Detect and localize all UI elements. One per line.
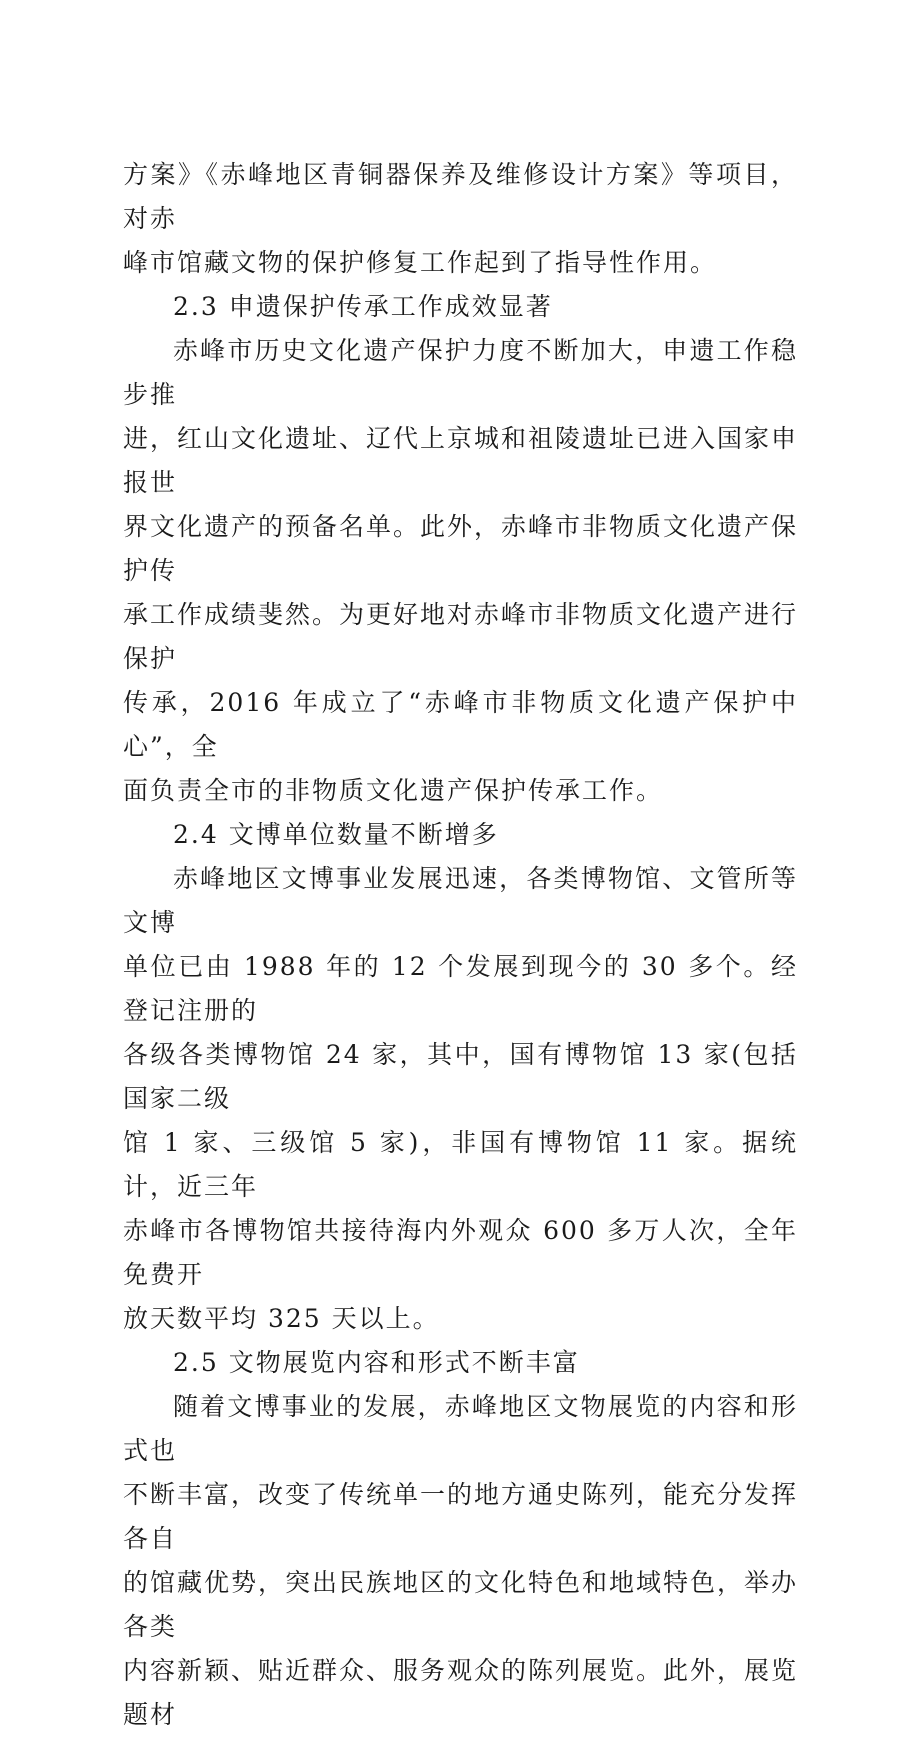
paragraph-continuation: 方案》《赤峰地区青铜器保养及维修设计方案》等项目，对赤 峰市馆藏文物的保护修复工作起到了指导性作用。: [123, 160, 798, 277]
section-heading-2-4: 2.4 文博单位数量不断增多: [173, 820, 499, 849]
document-body: [123, 153, 798, 1737]
paragraph-heritage-protection: 赤峰市历史文化遗产保护力度不断加大，申遗工作稳步推 进，红山文化遗址、辽代上京城和祖陵遗址已进入国家申报世 界文化遗产的预备名单。此外，赤峰市非物质文化遗产保护传 承工作成绩斐然。为更好地对赤峰市非物质文化遗产进行保护 传承，2016 年成立了“赤峰市非物质文化遗产保护中心”，全 面负责全市的非物质文化遗产保护传承工作。: [123, 336, 799, 805]
section-heading-2-5: 2.5 文物展览内容和形式不断丰富: [173, 1348, 580, 1377]
paragraph-exhibitions: 随着文博事业的发展，赤峰地区文物展览的内容和形式也 不断丰富，改变了传统单一的地方通史陈列，能充分发挥各自 的馆藏优势，突出民族地区的文化特色和地域特色，举办各类 内容新颖、贴近群众、服务观众的陈列展览。此外，展览题材: [123, 1392, 799, 1729]
paragraph-museum-units: 赤峰地区文博事业发展迅速，各类博物馆、文管所等文博 单位已由 1988 年的 12 个发展到现今的 30 多个。经登记注册的 各级各类博物馆 24 家，其中，国有博物馆 13 家(包括国家二级 馆 1 家、三级馆 5 家)，非国有博物馆 11 家。据统计，近三年 赤峰市各博物馆共接待海内外观众 600 多万人次，全年免费开 放天数平均 325 天以上。: [123, 864, 798, 1333]
section-heading-2-3: 2.3 申遗保护传承工作成效显著: [173, 292, 553, 321]
